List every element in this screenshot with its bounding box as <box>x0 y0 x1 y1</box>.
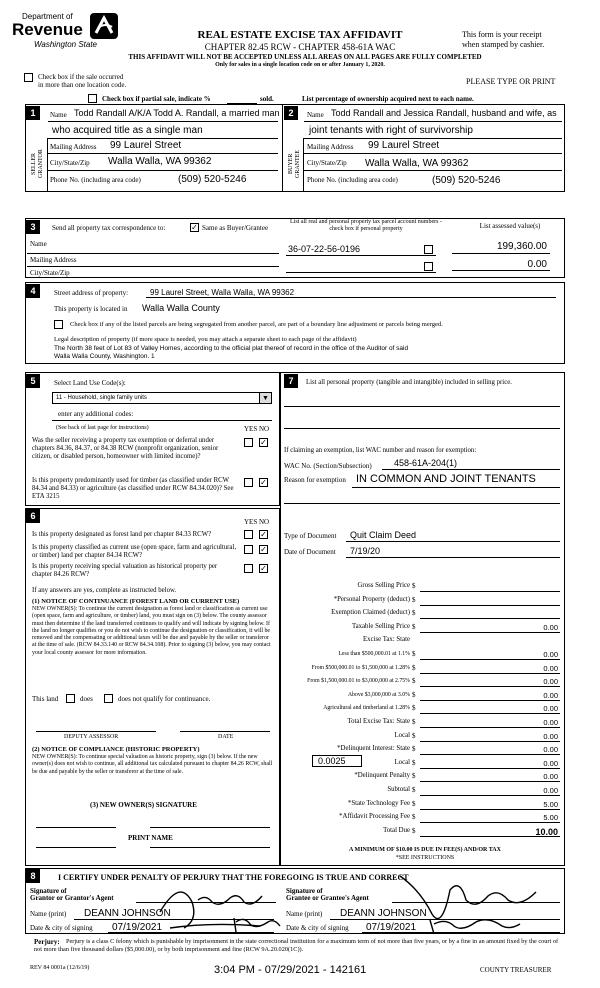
s7-wac-label: WAC No. (Section/Subsection) <box>284 462 372 470</box>
calc-row-value[interactable]: 0.00 <box>543 772 558 781</box>
s6-q2-no[interactable]: ✓ <box>260 545 267 554</box>
s4-legal-2[interactable]: Walla Walla County, Washington. 1 <box>54 353 155 360</box>
s2-city[interactable]: Walla Walla, WA 99362 <box>365 158 469 169</box>
grantee-signature <box>390 870 565 936</box>
s2-mailing-label: Mailing Address <box>307 143 354 151</box>
grantor-signature <box>140 872 290 936</box>
s3-assessed-header: List assessed value(s) <box>479 222 541 230</box>
s6-notice2-body: NEW OWNER(S): To continue special valuation as historic property, sign (3) below. If the new owner(s) does not wish to continue, all additional tax calculated pursuant to chapter 84.26 RCW, shall be due and payable by the seller or transferor at the time of sale. <box>32 754 273 775</box>
partial-sold-label: sold. <box>260 95 274 103</box>
s6-print-name: PRINT NAME <box>128 834 173 842</box>
s8-grantor-name[interactable]: DEANN JOHNSON <box>84 908 171 919</box>
s6-does-not: does not qualify for continuance. <box>118 695 211 703</box>
local-rate[interactable]: 0.0025 <box>318 756 346 766</box>
calc-row-value[interactable]: 0.00 <box>543 691 558 700</box>
s6-this-land: This land <box>32 695 59 703</box>
s1-phone[interactable]: (509) 520-5246 <box>178 174 247 185</box>
calc-row-label: Agricultural and timberland at 1.28% <box>323 705 410 711</box>
s6-q3-no[interactable]: ✓ <box>260 564 267 573</box>
multi-location-checkbox[interactable] <box>24 73 33 82</box>
dollar-sign: $ <box>412 772 416 780</box>
s1-city-label: City/State/Zip <box>50 159 90 167</box>
s8-grantor-date[interactable]: 07/19/2021 <box>112 922 163 933</box>
s6-q1: Is this property designated as forest land per chapter 84.33 RCW? <box>32 531 212 538</box>
s3-parcel-header: List all real and personal property tax parcel account numbers - check box if personal property <box>290 219 442 232</box>
s2-side-label: BUYER GRANTEE <box>288 150 301 178</box>
dept-top: Department of <box>22 12 73 21</box>
s6-q1-no[interactable]: ✓ <box>260 530 267 539</box>
s5-q1-no[interactable]: ✓ <box>260 438 267 447</box>
s1-mailing[interactable]: 99 Laurel Street <box>110 140 182 151</box>
s8-grantor-date-label: Date & city of signing <box>30 924 93 932</box>
dollar-sign: $ <box>412 732 416 740</box>
calc-row-value[interactable]: 0.00 <box>543 759 558 768</box>
s5-land-use-label: Select Land Use Code(s): <box>54 379 126 387</box>
form-only-for: Only for sales in a single location code on or after January 1, 2020. <box>215 62 385 68</box>
section-6-frame <box>25 508 280 866</box>
s5-see-back: (See back of last page for instructions) <box>56 425 149 431</box>
s4-legal-label: Legal description of property (if more space is needed, you may attach a separate sheet to each page of the affidavit) <box>54 336 357 343</box>
s5-q2: Is this property predominantly used for timber (as classified under RCW 84.34 and 84.33) or agriculture (as classified under RCW 84.34.020)? See ETA 3215 <box>32 477 234 500</box>
calc-row-value[interactable]: 0.00 <box>543 704 558 713</box>
form-chapter: CHAPTER 82.45 RCW - CHAPTER 458-61A WAC <box>204 42 396 52</box>
s4-street-label: Street address of property: <box>54 289 129 297</box>
s6-does-checkbox[interactable] <box>66 694 75 703</box>
s8-grantee-date[interactable]: 07/19/2021 <box>366 922 417 933</box>
calc-row-label: From $1,500,000.01 to $3,000,000 at 2.75% <box>307 678 410 684</box>
calc-see-instr: *SEE INSTRUCTIONS <box>395 855 455 861</box>
s5-q1-yes[interactable] <box>244 438 253 447</box>
section-3-number: 3 <box>26 220 40 234</box>
s8-grantee-name-label: Name (print) <box>286 910 323 918</box>
logo-mark <box>90 13 118 39</box>
s8-certify: I CERTIFY UNDER PENALTY OF PERJURY THAT THE FOREGOING IS TRUE AND CORRECT <box>58 873 409 882</box>
dollar-sign: $ <box>412 786 416 794</box>
s7-wac[interactable]: 458-61A-204(1) <box>394 458 458 468</box>
s1-name-label: Name <box>50 111 67 119</box>
s5-yes-header: YES <box>244 425 258 433</box>
s3-assessed-2[interactable]: 0.00 <box>527 259 547 270</box>
s6-q2: Is this property classified as current use (open space, farm and agricultural, or timber) land per chapter 84.34 RCW? <box>32 544 237 559</box>
s6-if-yes: If any answers are yes, complete as instructed below. <box>32 587 177 594</box>
s1-side-label: SELLER GRANTOR <box>31 149 44 179</box>
s7-doc-type[interactable]: Quit Claim Deed <box>350 530 417 540</box>
partial-sale-label: Check box if partial sale, indicate % <box>102 95 211 103</box>
calc-row-label: Above $3,000,000 at 3.0% <box>347 692 410 698</box>
s6-deputy: DEPUTY ASSESSOR <box>64 734 119 740</box>
calc-row-label: *Personal Property (deduct) <box>333 596 410 603</box>
s1-phone-label: Phone No. (including area code) <box>50 176 141 184</box>
s2-name-label: Name <box>307 111 324 119</box>
dor-logo <box>12 12 122 52</box>
s6-notice1-body: NEW OWNER(S): To continue the current designation as forest land or classification as current use (open space, farm and agriculture, or timber) land, you must sign on (3) below. The county assessor must then determine if the land transferred continues to qualify and will indicate by signing below. If the land no longer qualifies or you do not wish to continue the designation or classification, it will be removed and the compensating or additional taxes will be due and payable by the seller or transferor at the time of sale. (RCW 84.33.140 or RCW 84.34.108). Prior to signing (3) below, you may contact your local county assessor for more information. <box>32 606 271 656</box>
s8-grantee-name[interactable]: DEANN JOHNSON <box>340 908 427 919</box>
s3-city-label-vis: City/State/Zip <box>30 269 70 277</box>
s5-q2-no[interactable]: ✓ <box>260 478 267 487</box>
logo-swoosh-icon <box>90 13 118 39</box>
calc-row-label: Exemption Claimed (deduct) <box>331 609 410 616</box>
perjury-title: Perjury: <box>34 938 60 946</box>
dollar-sign: $ <box>412 691 416 699</box>
s3-assessed-1[interactable]: 199,360.00 <box>496 241 547 252</box>
dollar-sign: $ <box>412 718 416 726</box>
perjury-text: Perjury is a class C felony which is punishable by imprisonment in the state correctional institution for a maximum term of not more than five years, or by a fine in an amount fixed by the court of not more than five thousand dollars ($5,000.00), or by both imprisonment and fine (RCW 9A.20.020(1C)). <box>34 938 559 953</box>
dollar-sign: $ <box>412 759 416 767</box>
calc-row-value[interactable]: 10.00 <box>535 827 558 837</box>
calc-row-value[interactable]: 0.00 <box>543 623 558 632</box>
calc-row-value[interactable]: 5.00 <box>543 813 558 822</box>
section-4-number: 4 <box>26 284 40 298</box>
s3-personal-checkbox-2[interactable] <box>424 262 433 271</box>
s4-located-label: This property is located in <box>54 305 128 313</box>
calc-row-value[interactable]: 0.00 <box>543 745 558 754</box>
section-7-number: 7 <box>284 374 298 388</box>
calc-row-label: Local <box>394 732 410 739</box>
calc-row-label: Local <box>394 759 410 766</box>
s4-segregated-checkbox[interactable] <box>54 320 63 329</box>
calc-row-value[interactable]: 0.00 <box>543 732 558 741</box>
s7-doc-date-label: Date of Document <box>284 548 336 556</box>
cashier-stamp: 3:04 PM - 07/29/2021 - 142161 <box>214 964 367 976</box>
calc-row-label: *Affidavit Processing Fee <box>339 813 410 820</box>
s8-grantee-date-label: Date & city of signing <box>286 924 349 932</box>
s7-doc-date[interactable]: 7/19/20 <box>350 546 381 556</box>
dollar-sign: $ <box>412 677 416 685</box>
calc-row-label: *Delinquent Interest: State <box>337 745 410 752</box>
s6-does: does <box>80 695 93 703</box>
s5-no-header: NO <box>259 425 270 433</box>
calc-row-value[interactable]: 5.00 <box>543 800 558 809</box>
calc-row-label: *State Technology Fee <box>347 800 410 807</box>
s3-same-as-label: Same as Buyer/Grantee <box>202 224 269 232</box>
s7-reason[interactable]: IN COMMON AND JOINT TENANTS <box>356 473 536 485</box>
calc-row-value[interactable]: 0.00 <box>543 677 558 686</box>
calc-minimum: A MINIMUM OF $10.00 IS DUE IN FEE(S) AND/OR TAX <box>349 847 501 853</box>
s6-no-header: NO <box>259 518 270 526</box>
form-title: REAL ESTATE EXCISE TAX AFFIDAVIT <box>197 29 403 41</box>
s6-yes-header: YES <box>244 518 258 526</box>
s5-q2-yes[interactable] <box>244 478 253 487</box>
s5-land-use-value: 11 - Household, single family units <box>56 395 147 401</box>
s4-street[interactable]: 99 Laurel Street, Walla Walla, WA 99362 <box>150 288 295 297</box>
section-6-number: 6 <box>26 509 40 523</box>
s2-mailing[interactable]: 99 Laurel Street <box>368 140 440 151</box>
calc-row-label: From $500,000.01 to $1,500,000 at 1.28% <box>311 665 410 671</box>
dollar-sign: $ <box>412 650 416 658</box>
calc-row-value[interactable]: 0.00 <box>543 664 558 673</box>
s6-notice2-title: (2) NOTICE OF COMPLIANCE (HISTORIC PROPERTY) <box>32 746 200 753</box>
section-5-number: 5 <box>26 374 40 388</box>
calc-row-label: Gross Selling Price <box>357 582 410 589</box>
calc-row-label: *Delinquent Penalty <box>354 772 410 779</box>
s6-q3: Is this property receiving special valuation as historical property per chapter 84.26 RCW? <box>32 563 218 578</box>
calc-row-label: Total Due <box>383 827 410 834</box>
s5-q1: Was the seller receiving a property tax exemption or deferral under chapters 84.36, 84.37, or 84.38 RCW (nonprofit organization, senior citizen, or disabled person, homeowner with limited income)? <box>32 437 219 460</box>
s5-land-use-select[interactable] <box>52 392 272 404</box>
s4-segregated-label: Check box if any of the listed parcels are being segregated from another parcel, are part of a boundary line adjustment or parcels being merged. <box>70 321 443 328</box>
s7-personal-label: List all personal property (tangible and intangible) included in selling price. <box>306 379 512 386</box>
s8-grantee-sig-label-2: Grantee or Grantee's Agent <box>286 894 369 902</box>
multi-location-label-2: in more than one location code. <box>38 81 127 89</box>
s2-name-line1[interactable]: Todd Randall and Jessica Randall, husband and wife, as <box>331 108 557 118</box>
form-warning: THIS AFFIDAVIT WILL NOT BE ACCEPTED UNLESS ALL AREAS ON ALL PAGES ARE FULLY COMPLETED <box>128 53 482 61</box>
receipt-note-1: This form is your receipt <box>462 30 542 39</box>
s2-phone[interactable]: (509) 520-5246 <box>432 175 501 186</box>
calc-row-value[interactable]: 0.00 <box>543 786 558 795</box>
s7-exemption-label: If claiming an exemption, list WAC number and reason for exemption: <box>284 447 477 454</box>
s1-mailing-label: Mailing Address <box>50 143 97 151</box>
s3-mailing-label: Mailing Address <box>30 256 77 264</box>
s3-parcel-1[interactable]: 36-07-22-56-0196 <box>288 244 361 254</box>
s8-grantor-sig-label-1: Signature of <box>30 887 67 895</box>
dropdown-arrow-icon[interactable]: ▼ <box>259 393 271 403</box>
calc-row-label: Total Excise Tax: State <box>347 718 410 725</box>
dollar-sign: $ <box>412 596 416 604</box>
dept-sub: Washington State <box>34 40 98 49</box>
calc-row-label: Less than $500,000.01 at 1.1% <box>338 651 410 657</box>
s4-located[interactable]: Walla Walla County <box>142 303 220 313</box>
s6-notice1-title: (1) NOTICE OF CONTINUANCE (FOREST LAND OR CURRENT USE) <box>32 598 240 605</box>
calc-row-label: Excise Tax: State <box>363 636 410 643</box>
s2-city-label: City/State/Zip <box>307 159 347 167</box>
s2-name-line2[interactable]: joint tenants with right of survivorship <box>309 125 473 136</box>
dollar-sign: $ <box>412 813 416 821</box>
dept-main: Revenue <box>12 20 83 39</box>
s1-city[interactable]: Walla Walla, WA 99362 <box>108 156 212 167</box>
s6-q2-yes[interactable] <box>244 545 253 554</box>
dollar-sign: $ <box>412 623 416 631</box>
pct-ownership-note: List percentage of ownership acquired next to each name. <box>302 95 474 103</box>
multi-location-label-1: Check box if the sale occurred <box>38 73 124 81</box>
dollar-sign: $ <box>412 827 416 835</box>
dollar-sign: $ <box>412 609 416 617</box>
form-number: REV 84 0001a (12/6/19) <box>30 965 90 971</box>
s3-name-label: Name <box>30 240 47 248</box>
s3-send-label: Send all property tax correspondence to: <box>52 224 166 232</box>
s7-reason-label: Reason for exemption <box>284 476 346 484</box>
s8-grantor-sig-label-2: Grantor or Grantor's Agent <box>30 894 114 902</box>
county-treasurer: COUNTY TREASURER <box>480 966 552 974</box>
calc-row-value[interactable]: 0.00 <box>543 650 558 659</box>
s3-same-as-checkbox[interactable]: ✓ <box>191 223 198 232</box>
s6-q1-yes[interactable] <box>244 530 253 539</box>
s6-q3-yes[interactable] <box>244 564 253 573</box>
calc-row-value[interactable]: 0.00 <box>543 718 558 727</box>
s8-grantee-sig-label-1: Signature of <box>286 887 323 895</box>
s8-grantor-name-label: Name (print) <box>30 910 67 918</box>
s5-additional-label: enter any additional codes: <box>58 410 134 418</box>
section-2-number: 2 <box>284 106 298 120</box>
section-8-number: 8 <box>26 869 40 883</box>
calc-row-label: Subtotal <box>387 786 410 793</box>
receipt-note-2: when stamped by cashier. <box>462 40 545 49</box>
s4-legal-1[interactable]: The North 38 feet of Lot 83 of Valley Homes, according to the official plat thereof of record in the office of the Auditor of said <box>54 345 409 352</box>
section-1-number: 1 <box>26 106 40 120</box>
dollar-sign: $ <box>412 582 416 590</box>
dollar-sign: $ <box>412 704 416 712</box>
please-type: PLEASE TYPE OR PRINT <box>466 77 556 86</box>
s7-doc-type-label: Type of Document <box>284 532 337 540</box>
dollar-sign: $ <box>412 745 416 753</box>
partial-sale-checkbox[interactable] <box>88 94 97 103</box>
s1-name-line2[interactable]: who acquired title as a single man <box>52 125 203 136</box>
s6-new-owner-sig: (3) NEW OWNER(S) SIGNATURE <box>90 801 197 809</box>
s1-name-line1[interactable]: Todd Randall A/K/A Todd A. Randall, a married man <box>74 108 280 118</box>
s6-does-not-checkbox[interactable] <box>104 694 113 703</box>
dollar-sign: $ <box>412 664 416 672</box>
s2-phone-label: Phone No. (including area code) <box>307 176 398 184</box>
calc-row-label: Taxable Selling Price <box>351 623 410 630</box>
s6-date: DATE <box>218 734 234 740</box>
dollar-sign: $ <box>412 800 416 808</box>
